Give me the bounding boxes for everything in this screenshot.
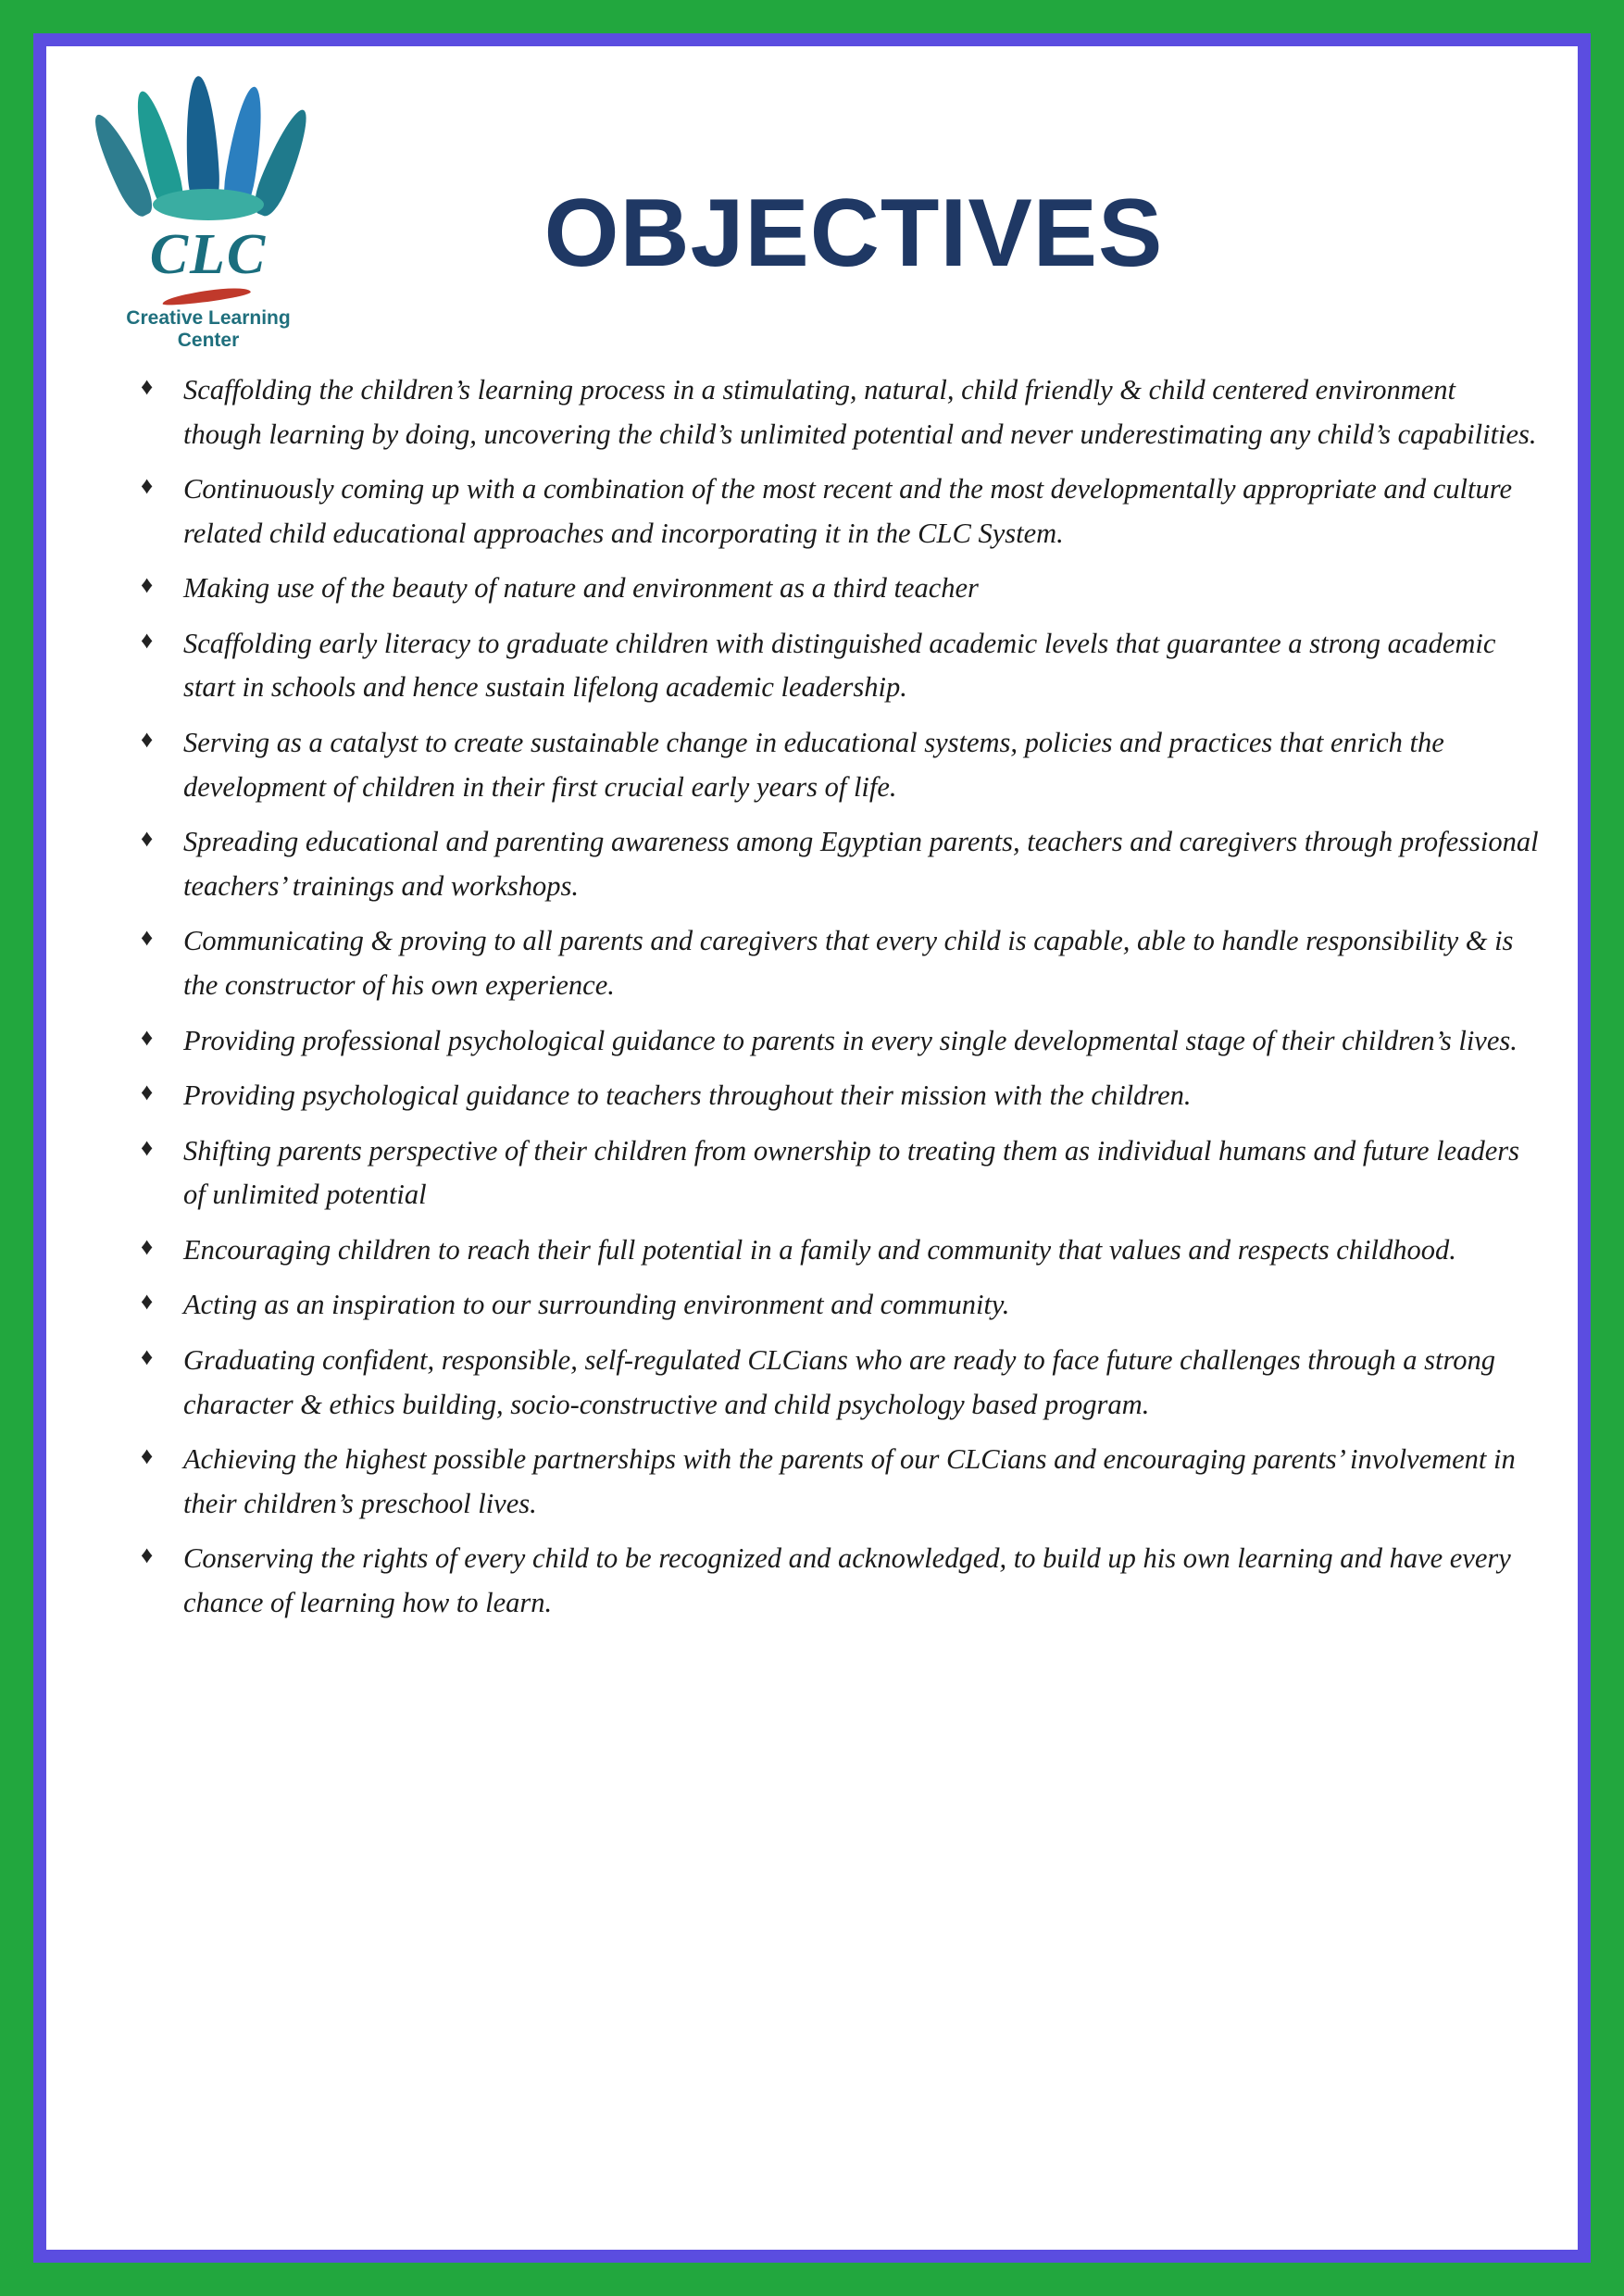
bullet-icon: ♦ [141,1023,154,1051]
list-item-text: Graduating confident, responsible, self-regulated CLCians who are ready to face future challenges through a strong character & ethics building, socio-constructive and child psychology based program. [183,1343,1495,1420]
document-header [83,63,1541,368]
bullet-icon: ♦ [141,571,154,599]
list-item [83,567,1541,611]
list-item [83,1229,1541,1273]
list-item [83,820,1541,908]
list-item [83,468,1541,555]
list-item-text: Making use of the beauty of nature and environment as a third teacher [183,572,979,605]
bullet-icon: ♦ [141,373,154,400]
bullet-icon: ♦ [141,1442,154,1470]
bullet-icon: ♦ [141,1288,154,1316]
bullet-icon: ♦ [141,626,154,654]
list-item [83,1339,1541,1427]
bullet-icon: ♦ [141,1133,154,1161]
logo-initials: CLC [149,223,268,286]
list-item-text: Communicating & proving to all parents and caregivers that every child is capable, able to handle responsibility & is the constructor of his own experience. [183,925,1514,1001]
list-item [83,1129,1541,1217]
list-item [83,1537,1541,1625]
list-item-text: Continuously coming up with a combination of the most recent and the most developmentally appropriate and culture related child educational approaches and incorporating it in the CLC System. [183,473,1513,549]
bullet-icon: ♦ [141,726,154,754]
list-item [83,721,1541,809]
bullet-icon: ♦ [141,1079,154,1106]
bullet-icon: ♦ [141,472,154,500]
list-item [83,1438,1541,1526]
list-item [83,622,1541,710]
brush-stroke-icon [153,287,264,306]
list-item [83,919,1541,1007]
list-item-text: Providing professional psychological guidance to parents in every single developmental stage of their children’s lives. [183,1024,1518,1056]
list-item-text: Encouraging children to reach their full potential in a family and community that values and respects childhood. [183,1233,1456,1266]
logo-name [102,307,315,352]
bullet-icon: ♦ [141,1232,154,1260]
list-item [83,368,1541,456]
list-item [83,1074,1541,1118]
list-item-text: Achieving the highest possible partnerships with the parents of our CLCians and encouraging parents’ involvement in their children’s preschool lives. [183,1443,1516,1519]
page-inner-frame [33,33,1591,2263]
bullet-icon: ♦ [141,924,154,952]
list-item-text: Spreading educational and parenting awareness among Egyptian parents, teachers and caregivers through professional teachers’ trainings and workshops. [183,826,1539,902]
list-item [83,1019,1541,1064]
list-item-text: Providing psychological guidance to teachers throughout their mission with the children. [183,1079,1192,1112]
bullet-icon: ♦ [141,1342,154,1370]
bullet-icon: ♦ [141,1541,154,1569]
page-title: OBJECTIVES [543,180,1164,287]
list-item-text: Acting as an inspiration to our surrounding environment and community. [183,1289,1010,1321]
bullet-icon: ♦ [141,825,154,853]
page-content [46,46,1578,2250]
list-item-text: Scaffolding early literacy to graduate children with distinguished academic levels that guarantee a strong academic start in schools and hence sustain lifelong academic leadership. [183,627,1496,704]
list-item-text: Scaffolding the children’s learning process in a stimulating, natural, child friendly & child centered environment though learning by doing, uncovering the child’s unlimited potential and never underestimating any child’s capabilities. [183,374,1537,450]
list-item-text: Conserving the rights of every child to be recognized and acknowledged, to build up his own learning and have every chance of learning how to learn. [183,1542,1511,1618]
objectives-list [83,368,1541,1625]
logo-name-line1: Creative Learning [126,307,291,329]
logo-name-line2: Center [177,330,240,352]
list-item-text: Shifting parents perspective of their children from ownership to treating them as individual humans and future leaders of unlimited potential [183,1134,1519,1211]
list-item-text: Serving as a catalyst to create sustainable change in educational systems, policies and practices that enrich the development of children in their first crucial early years of life. [183,727,1444,803]
list-item [83,1283,1541,1328]
